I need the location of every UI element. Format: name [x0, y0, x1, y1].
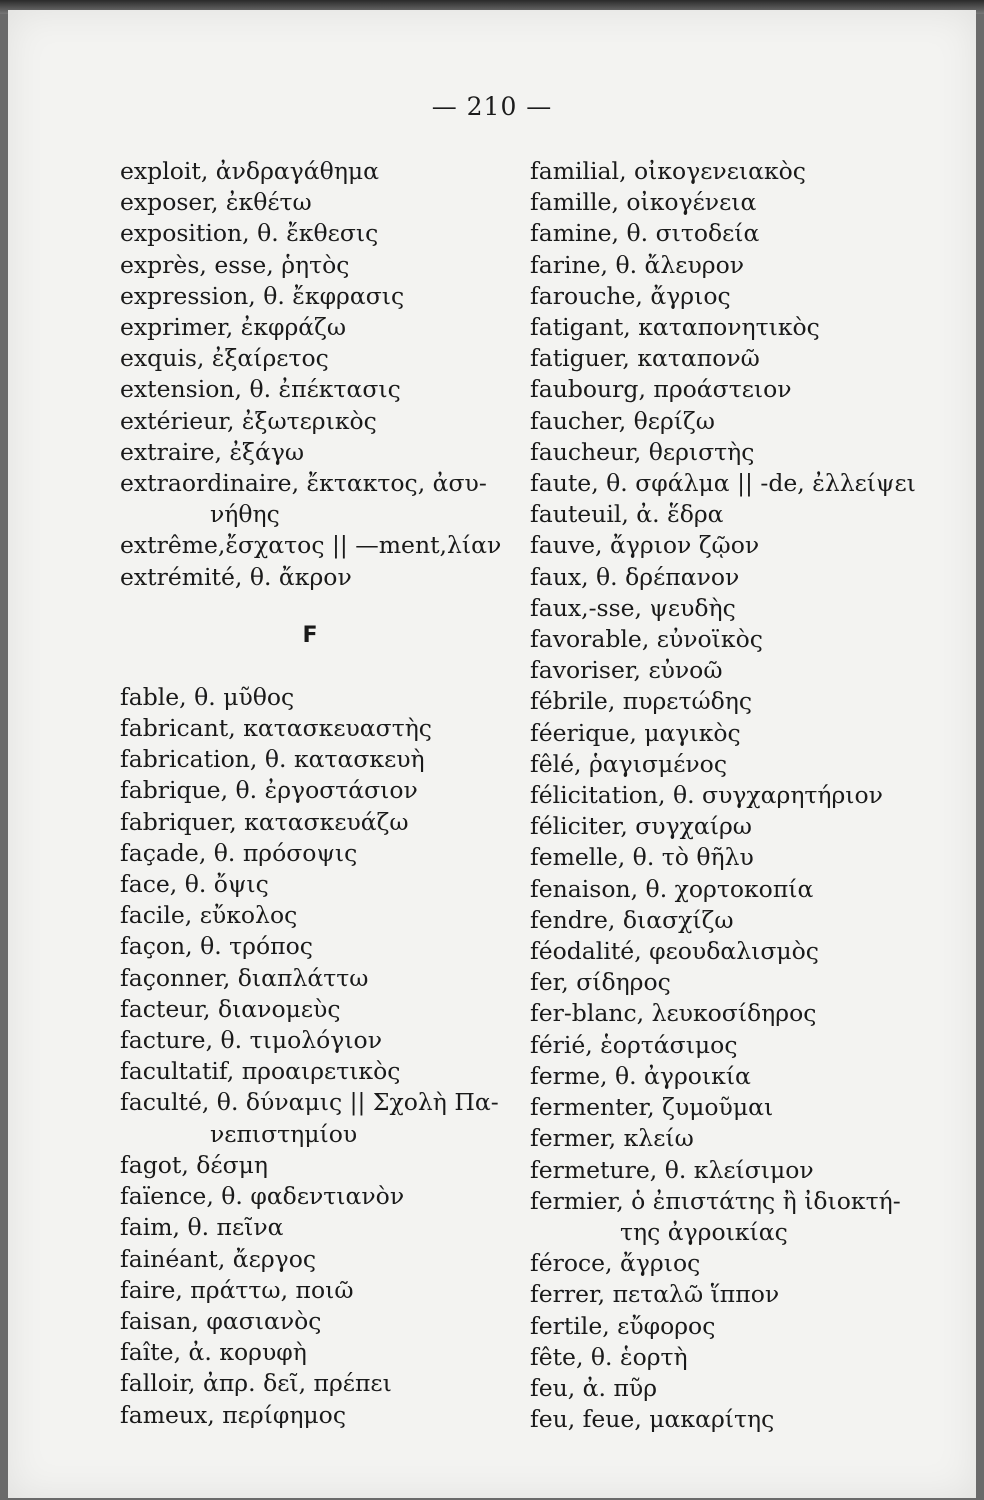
- entry: fabricant, κατασκευαστὴς: [120, 714, 432, 743]
- entry: ferme, θ. ἀγροικία: [530, 1061, 751, 1090]
- entry: extraire, ἐξάγω: [120, 437, 305, 466]
- entry: faîte, ἀ. κορυφὴ: [120, 1338, 307, 1367]
- entry: fête, θ. ἑορτὴ: [530, 1342, 688, 1371]
- entry: féodalité, φεουδαλισμὸς: [530, 937, 819, 966]
- entry: face, θ. ὄψις: [120, 870, 269, 899]
- entry: fer-blanc, λευκοσίδηρος: [530, 999, 817, 1028]
- entry: exprès, esse, ῥητὸς: [120, 250, 350, 279]
- entry: faux, θ. δρέπανον: [530, 562, 740, 591]
- entry: fertile, εὔφορος: [530, 1311, 716, 1340]
- entry: fermer, κλείω: [530, 1124, 694, 1153]
- entry: falloir, ἀπρ. δεῖ, πρέπει: [120, 1369, 392, 1398]
- entry: facultatif, προαιρετικὸς: [120, 1057, 401, 1086]
- entry: facteur, διανομεὺς: [120, 994, 341, 1023]
- entry: fauve, ἄγριον ζῷον: [530, 531, 760, 560]
- entry-continuation: [120, 499, 520, 530]
- left-column: [120, 156, 520, 1431]
- entry: facile, εὔκολος: [120, 901, 298, 930]
- continuation-text: νήθης: [210, 500, 280, 529]
- entry: faculté, θ. δύναμις || Σχολὴ Πα-: [120, 1088, 499, 1117]
- entry: fatigant, καταπονητικὸς: [530, 313, 820, 342]
- entry: faute, θ. σφάλμα || -de, ἐλλείψει: [530, 469, 916, 498]
- entry: fermier, ὁ ἐπιστάτης ἢ ἰδιοκτή-: [530, 1186, 901, 1215]
- entry: expression, θ. ἔκφρασις: [120, 281, 405, 310]
- entry: fameux, περίφημος: [120, 1400, 346, 1429]
- entry: ferrer, πεταλῶ ἵππον: [530, 1280, 780, 1309]
- entry: fable, θ. μῦθος: [120, 682, 295, 711]
- entry: fabrication, θ. κατασκευὴ: [120, 745, 425, 774]
- continuation-text: νεπιστημίου: [210, 1119, 358, 1148]
- entry: extérieur, ἐξωτερικὸς: [120, 406, 377, 435]
- entry: fébrile, πυρετώδης: [530, 687, 753, 716]
- entry: extension, θ. ἐπέκτασις: [120, 375, 401, 404]
- entry-continuation: [530, 1217, 970, 1248]
- entry: façonner, διαπλάττω: [120, 963, 369, 992]
- page-number: — 210 —: [431, 92, 553, 121]
- entry: fauteuil, ἀ. ἕδρα: [530, 500, 724, 529]
- entry: fabrique, θ. ἐργοστάσιον: [120, 776, 418, 805]
- entry: fatiguer, καταπονῶ: [530, 344, 760, 373]
- entry: façade, θ. πρόσοψις: [120, 838, 358, 867]
- entry: femelle, θ. τὸ θῆλυ: [530, 843, 754, 872]
- entry-continuation: [120, 1119, 520, 1150]
- section-letter: F: [302, 622, 318, 648]
- entry: fagot, δέσμη: [120, 1150, 268, 1179]
- entry: exploit, ἀνδραγάθημα: [120, 157, 380, 185]
- entry: exprimer, ἐκφράζω: [120, 313, 347, 342]
- entry: faire, πράττω, ποιῶ: [120, 1275, 354, 1304]
- entry: faïence, θ. φαδεντιανὸν: [120, 1182, 405, 1211]
- entry: extrémité, θ. ἄκρον: [120, 562, 352, 591]
- entry: féerique, μαγικὸς: [530, 718, 741, 747]
- entry: faisan, φασιανὸς: [120, 1306, 322, 1335]
- entry: façon, θ. τρόπος: [120, 932, 313, 961]
- entry: faucheur, θεριστὴς: [530, 437, 755, 466]
- entry: farine, θ. ἄλευρον: [530, 250, 745, 279]
- entry: fer, σίδηρος: [530, 968, 671, 997]
- entry: extraordinaire, ἔκτακτος, ἀσυ-: [120, 469, 487, 498]
- entry: férié, ἑορτάσιμος: [530, 1030, 738, 1059]
- entry: exposer, ἐκθέτω: [120, 188, 312, 217]
- entry: faubourg, προάστειον: [530, 375, 792, 404]
- entry: fermenter, ζυμοῦμαι: [530, 1093, 774, 1122]
- entry: familial, οἰκογενειακὸς: [530, 157, 806, 185]
- entry: fainéant, ἄεργος: [120, 1244, 317, 1273]
- entry: famille, οἰκογένεια: [530, 188, 757, 217]
- entry: fermeture, θ. κλείσιμον: [530, 1155, 814, 1184]
- entry: faux,-sse, ψευδὴς: [530, 593, 736, 622]
- entry: exquis, ἐξαίρετος: [120, 344, 329, 373]
- right-column: [530, 156, 970, 1435]
- entry: fenaison, θ. χορτοκοπία: [530, 874, 814, 903]
- entry: famine, θ. σιτοδεία: [530, 219, 760, 248]
- entry: feu, feue, μακαρίτης: [530, 1405, 775, 1434]
- entry: félicitation, θ. συγχαρητήριον: [530, 781, 883, 810]
- entry: fêlé, ῥαγισμένος: [530, 749, 727, 778]
- entry: faim, θ. πεῖνα: [120, 1213, 284, 1242]
- entry: facture, θ. τιμολόγιον: [120, 1026, 382, 1055]
- entry: favorable, εὐνοϊκὸς: [530, 625, 763, 654]
- entry: feu, ἀ. πῦρ: [530, 1373, 658, 1402]
- entry: exposition, θ. ἔκθεσις: [120, 219, 379, 248]
- entry: faucher, θερίζω: [530, 406, 715, 435]
- entry: fabriquer, κατασκευάζω: [120, 807, 409, 836]
- entry: extrême,ἔσχατος || —ment,λίαν: [120, 531, 502, 560]
- entry: féroce, ἄγριος: [530, 1249, 701, 1278]
- entry: favoriser, εὐνοῶ: [530, 656, 723, 685]
- continuation-text: της ἀγροικίας: [620, 1217, 788, 1246]
- entry: féliciter, συγχαίρω: [530, 812, 752, 841]
- entry: fendre, διασχίζω: [530, 905, 734, 934]
- entry: farouche, ἄγριος: [530, 281, 731, 310]
- dictionary-page: [8, 10, 976, 1498]
